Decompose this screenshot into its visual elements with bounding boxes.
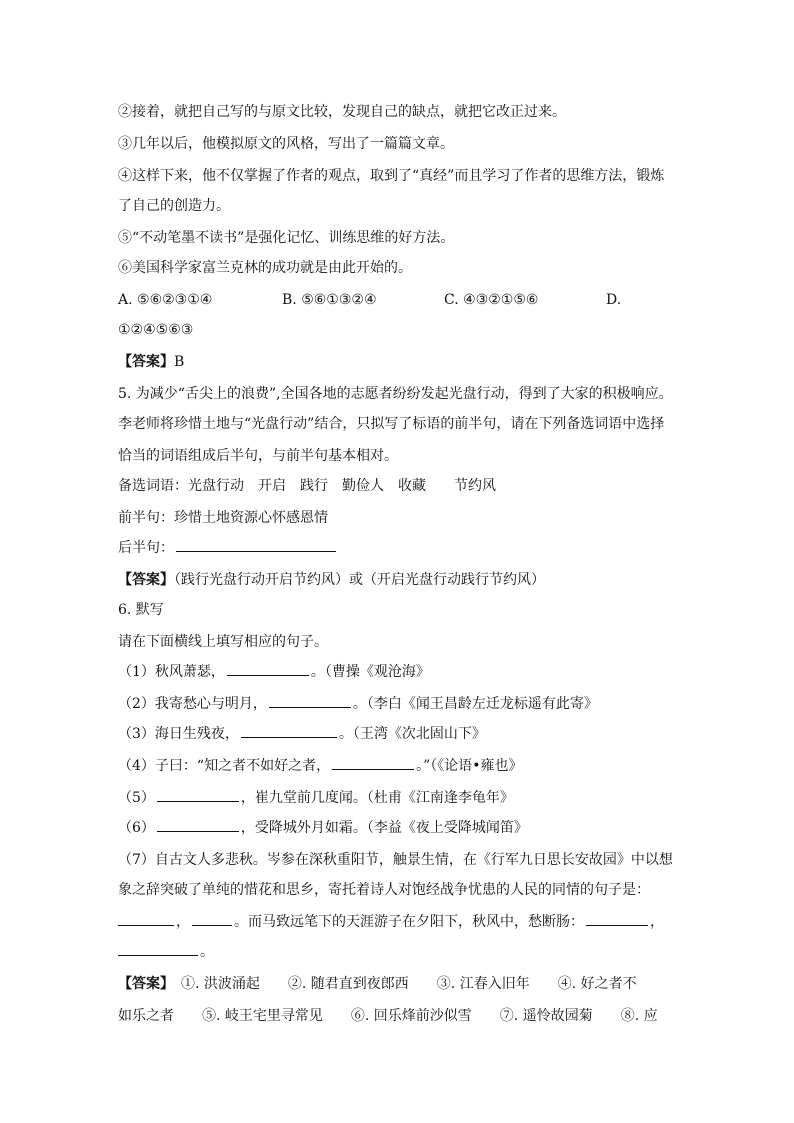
q4-sentence-4a: ④这样下来，他不仅掌握了作者的观点，取到了“真经”而且学习了作者的思维方法，锻炼	[118, 168, 665, 184]
q6-item-7a: （7）自古文人多悲秋。岑参在深秋重阳节，触景生情，在《行军九日思长安故园》中以想	[118, 852, 673, 868]
q6-answer-line-1: 【答案】 ①. 洪波涌起 ②. 随君直到夜郎西 ③. 江春入旧年 ④. 好之者不	[118, 976, 637, 992]
q6-item-7b: 象之辞突破了单纯的惜花和思乡，寄托着诗人对饱经战争忧患的人民的同情的句子是：	[118, 882, 650, 898]
q4-sentence-2: ②接着，就把自己写的与原文比较，发现自己的缺点，就把它改正过来。	[118, 104, 566, 120]
q4-sentence-5: ⑤“不动笔墨不读书”是强化记忆、训练思维的好方法。	[118, 230, 455, 246]
q5-answer: 【答案】（践行光盘行动开启节约风）或（开启光盘行动践行节约风）	[118, 572, 545, 588]
answer-blank	[176, 538, 336, 552]
answer-blank	[157, 818, 239, 832]
q4-option-a: A. ⑤⑥②③①④	[118, 292, 213, 308]
q4-answer: 【答案】B	[118, 354, 185, 370]
q5-line-2: 李老师将珍惜土地与“光盘行动”结合，只拟写了标语的前半句，请在下列备选词语中选择	[118, 416, 665, 432]
q4-option-d-text: ①②④⑤⑥③	[118, 322, 194, 338]
q5-candidate-words: 备选词语：光盘行动 开启 践行 勤俭人 收藏 节约风	[118, 478, 496, 494]
q5-line-3: 恰当的词语组成后半句，与前半句基本相对。	[118, 448, 398, 464]
q4-sentence-3: ③几年以后，他模拟原文的风格，写出了一篇篇文章。	[118, 136, 454, 152]
answer-blank	[118, 912, 174, 926]
q4-sentence-6: ⑥美国科学家富兰克林的成功就是由此开始的。	[118, 260, 412, 276]
q6-item-7c: ， 。而马致远笔下的天涯游子在夕阳下，秋风中，愁断肠： ，	[118, 912, 664, 932]
answer-blank	[269, 694, 351, 708]
q6-item-3: （3）海日生残夜， 。（王湾《次北固山下》	[118, 726, 486, 742]
answer-blank	[118, 942, 198, 956]
q4-option-d: D.	[606, 292, 622, 308]
answer-blank	[332, 756, 414, 770]
q6-answer-line-2: 如乐之者 ⑤. 岐王宅里寻常见 ⑥. 回乐烽前沙似雪 ⑦. 遥怜故园菊 ⑧. 应	[118, 1008, 658, 1024]
answer-blank	[192, 912, 232, 926]
q4-sentence-4b: 了自己的创造力。	[118, 198, 230, 214]
q4-option-b: B. ⑤⑥①③②④	[282, 292, 377, 308]
q6-item-2: （2）我寄愁心与明月， 。（李白《闻王昌龄左迁龙标遥有此寄》	[118, 696, 598, 712]
answer-blank	[586, 912, 648, 926]
answer-blank	[227, 662, 309, 676]
q6-item-4: （4）子曰：“知之者不如好之者， 。”（《论语•雍也》	[118, 758, 523, 774]
q6-item-5: （5） ，崔九堂前几度闻。（杜甫《江南逢李龟年》	[118, 790, 514, 806]
q5-front-half: 前半句：珍惜土地资源心怀感恩情	[118, 510, 328, 526]
q6-item-7d: 。	[118, 942, 214, 962]
answer-blank	[157, 788, 239, 802]
q5-back-half: 后半句：	[118, 538, 338, 558]
q5-line-1: 5. 为减少“舌尖上的浪费”,全国各地的志愿者纷纷发起光盘行动，得到了大家的积极响应。	[118, 386, 673, 402]
q4-option-c: C. ④③②①⑤⑥	[444, 292, 539, 308]
q6-item-6: （6） ，受降城外月如霜。（李益《夜上受降城闻笛》	[118, 820, 528, 836]
q6-title: 6. 默写	[118, 602, 164, 618]
q6-instructions: 请在下面横线上填写相应的句子。	[118, 634, 328, 650]
answer-blank	[241, 724, 337, 738]
q6-item-1: （1）秋风萧瑟， 。（曹操《观沧海》	[118, 664, 430, 680]
